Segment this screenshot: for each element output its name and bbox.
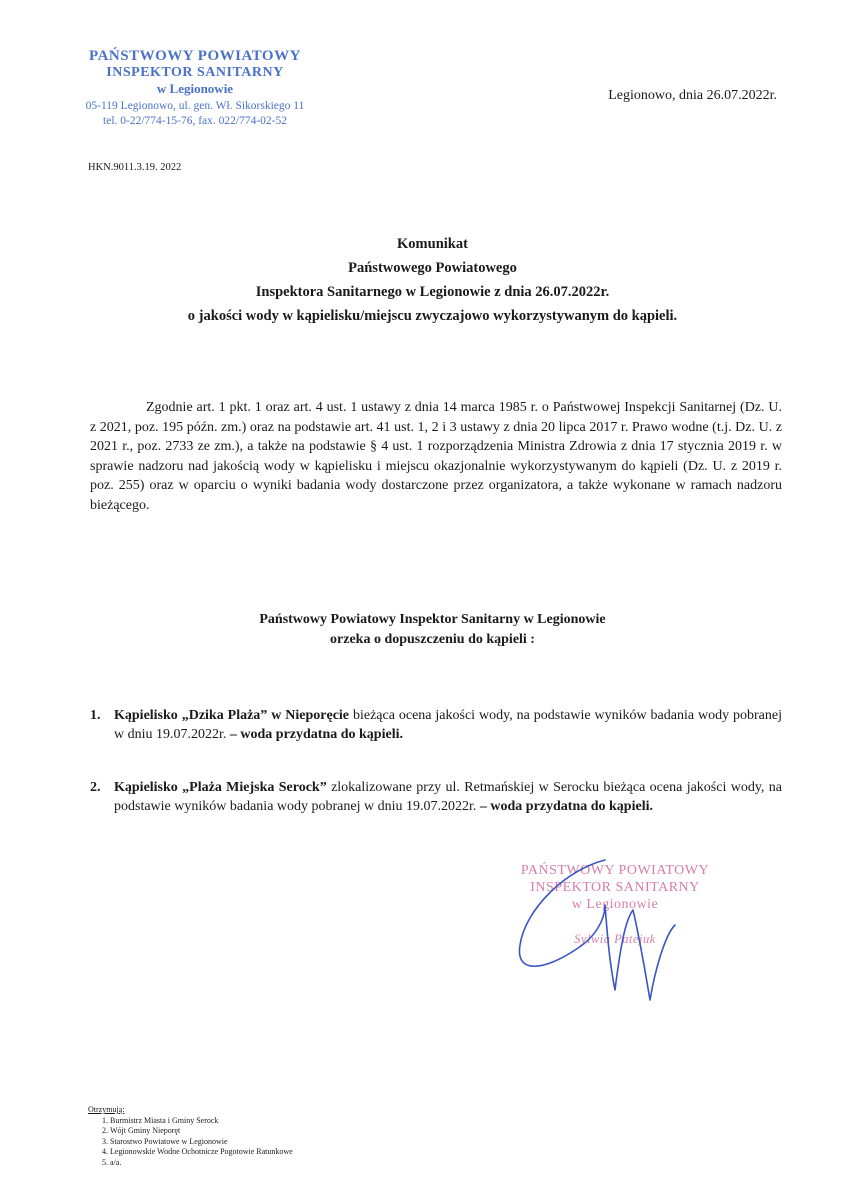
header-stamp-address: 05-119 Legionowo, ul. gen. Wł. Sikorskiego 11 bbox=[85, 100, 305, 112]
list-item-number: 2. bbox=[90, 780, 101, 795]
recipient-item: 5. a/a. bbox=[110, 1158, 293, 1169]
signature-stamp-line3: w Legionowie bbox=[571, 897, 659, 912]
document-title bbox=[60, 232, 805, 328]
document-date: Legionowo, dnia 26.07.2022r. bbox=[608, 88, 777, 103]
reference-number: HKN.9011.3.19. 2022 bbox=[88, 162, 182, 173]
header-stamp-line2: INSPEKTOR SANITARNY bbox=[106, 65, 284, 80]
header-stamp-phone: tel. 0-22/774-15-76, fax. 022/774-02-52 bbox=[103, 115, 287, 127]
header-stamp-line3: w Legionowie bbox=[156, 81, 234, 96]
recipients-heading: Otrzymują: bbox=[88, 1105, 125, 1114]
recipient-item: 3. Starostwo Powiatowe w Legionowie bbox=[110, 1137, 293, 1148]
list-item-verdict: – woda przydatna do kąpieli. bbox=[479, 799, 653, 814]
list-item-name: Kąpielisko „Dzika Plaża” w Nieporęcie bbox=[114, 708, 350, 723]
list-item-text: zlokalizowane przy ul. Retmańskiej w Serocku bieżąca ocena jakości wody, na podstawie wyników badania wody pobranej w dniu 19.07.2022r. bbox=[114, 780, 782, 814]
title-line2: Państwowego Powiatowego bbox=[348, 260, 517, 276]
recipient-item: 2. Wójt Gminy Nieporęt bbox=[110, 1126, 293, 1137]
list-item bbox=[90, 778, 782, 816]
title-line4: o jakości wody w kąpielisku/miejscu zwyczajowo wykorzystywanym do kąpieli. bbox=[187, 308, 678, 324]
signature-stamp-name: Sylwia Patejuk bbox=[574, 932, 656, 946]
recipient-item: 1. Burmistrz Miasta i Gminy Serock bbox=[110, 1116, 293, 1127]
list-item-name: Kąpielisko „Plaża Miejska Serock” bbox=[114, 780, 327, 795]
title-line1: Komunikat bbox=[397, 236, 468, 252]
signature-stamp-line2: INSPEKTOR SANITARNY bbox=[530, 880, 700, 895]
recipient-item: 4. Legionowskie Wodne Ochotnicze Pogotowie Ratunkowe bbox=[110, 1147, 293, 1158]
header-stamp-line1: PAŃSTWOWY POWIATOWY bbox=[89, 48, 301, 64]
list-item-verdict: – woda przydatna do kąpieli. bbox=[229, 727, 403, 742]
recipients-list bbox=[88, 1105, 293, 1168]
decision-line1: Państwowy Powiatowy Inspektor Sanitarny w Legionowie bbox=[259, 612, 606, 627]
list-item bbox=[90, 706, 782, 744]
list-item-body bbox=[114, 778, 782, 816]
title-line3: Inspektora Sanitarnego w Legionowie z dnia 26.07.2022r. bbox=[255, 284, 610, 300]
list-item-number: 1. bbox=[90, 708, 101, 723]
list-item-text: bieżąca ocena jakości wody, na podstawie wyników badania wody pobranej w dniu 19.07.2022r. bbox=[114, 708, 782, 742]
decision-line2: orzeka o dopuszczeniu do kąpieli : bbox=[330, 632, 535, 647]
intro-paragraph: Zgodnie art. 1 pkt. 1 oraz art. 4 ust. 1 ustawy z dnia 14 marca 1985 r. o Państwowej Inspekcji Sanitarnej (Dz. U. z 2021, poz. 195 późn. zm.) oraz na podstawie art. 41 ust. 1, 2 i 3 ustawy z dnia 20 lipca 2017 r. Prawo wodne (t.j. Dz. U. z 2021 r., poz. 2733 ze zm.), a także na podstawie § 4 ust. 1 rozporządzenia Ministra Zdrowia z dnia 17 stycznia 2019 r. w sprawie nadzoru nad jakością wody w kąpielisku i miejscu okazjonalnie wykorzystywanym do kąpieli (Dz. U. z 2019 r. poz. 255) oraz w oparciu o wyniki badania wody dostarczone przez organizatora, a także wykonane w ramach nadzoru bieżącego. bbox=[90, 400, 782, 513]
handwritten-signature bbox=[505, 850, 695, 1010]
list-item-body bbox=[114, 706, 782, 744]
header-stamp bbox=[60, 48, 330, 129]
decision-heading bbox=[60, 610, 805, 650]
signature-stamp-line1: PAŃSTWOWY POWIATOWY bbox=[520, 863, 710, 878]
